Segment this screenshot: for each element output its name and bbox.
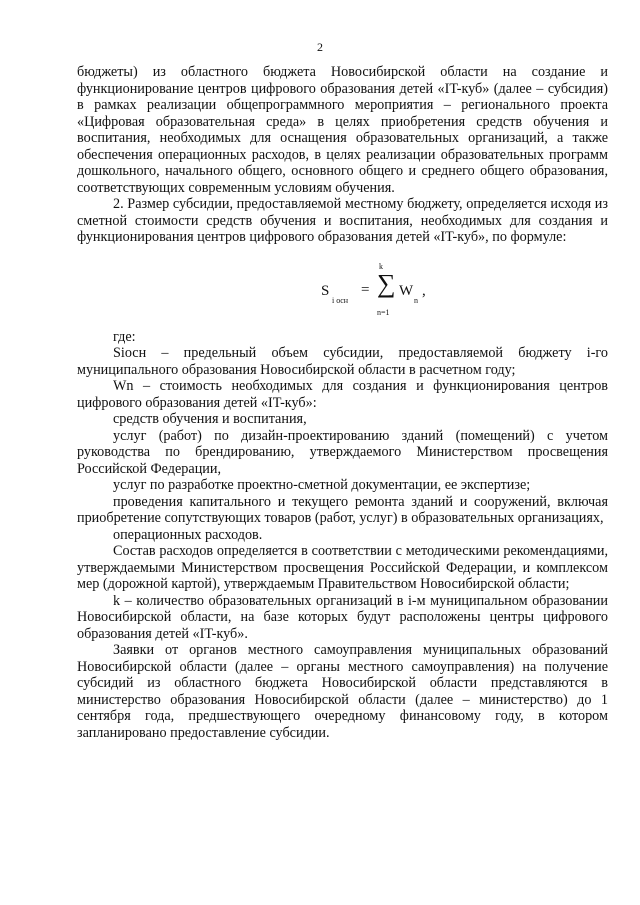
formula-sigma: ∑ [377, 268, 396, 298]
paragraph: услуг (работ) по дизайн-проектированию зданий (помещений) с учетом руководства по брендированию, утверждаемого Министерством просвещения Российской Федерации, [77, 427, 608, 477]
paragraph: Состав расходов определяется в соответствии с методическими рекомендациями, утверждаемыми Министерством просвещения Российской Федерации, и комплексом мер (дорожной картой), утверждаемым Правительством Новосибирской области; [77, 543, 608, 592]
formula-comma: , [422, 282, 426, 299]
paragraph: средств обучения и воспитания, [113, 411, 307, 427]
paragraph: Заявки от органов местного самоуправления муниципальных образований Новосибирской области (далее – органы местного самоуправления) на получение субсидий из областного бюджета Новосибирской области представляются в министерство образования Новосибирской области (далее – министерство) до 1 сентября года, предшествующего очередному финансовому году, в котором запланировано предоставление субсидии. [77, 642, 608, 741]
paragraph: Siосн – предельный объем субсидии, предоставляемой бюджету i-го муниципального образования Новосибирской области в расчетном году; [77, 345, 608, 378]
paragraphs-bottom [77, 329, 608, 742]
formula-equals: = [361, 281, 370, 298]
paragraphs-top [77, 64, 608, 246]
paragraph: операционных расходов. [113, 526, 263, 543]
document-body [77, 64, 608, 741]
paragraph: бюджеты) из областного бюджета Новосибирской области на создание и функционирование центров цифрового образования детей «IT-куб» (далее – субсидия) в рамках реализации общепрограммного мероприятия – регионального проекта «Цифровая образовательная среда» в целях приобретения средств обучения и воспитания, необходимых для оснащения образовательных организаций, а также обеспечения операционных расходов, в целях реализации образовательных программ дошкольного, начального общего, основного общего и среднего общего образования, соответствующих современным условиям обучения. [77, 64, 608, 196]
paragraph: услуг по разработке проектно-сметной документации, ее экспертизе; [113, 477, 531, 493]
paragraph: 2. Размер субсидии, предоставляемой местному бюджету, определяется исходя из сметной стоимости средств обучения и воспитания, необходимых для создания и функционирования центров цифрового образования детей «IT-куб», по формуле: [77, 196, 608, 245]
paragraph: Wn – стоимость необходимых для создания и функционирования центров цифрового образования детей «IT-куб»: [77, 378, 608, 411]
paragraph: проведения капитального и текущего ремонта зданий и сооружений, включая приобретение сопутствующих товаров (работ, услуг) в образовательных организациях, [77, 493, 608, 526]
page-number: 2 [317, 40, 323, 54]
formula-s-subscript: i оcн [332, 295, 349, 305]
subsidy-formula [77, 249, 608, 321]
formula-w-subscript: n [414, 295, 418, 305]
paragraph: где: [113, 328, 136, 345]
formula-s: S [321, 282, 330, 299]
formula-w: W [399, 282, 414, 299]
formula-lower-limit: n=1 [377, 307, 390, 317]
formula-upper-limit: k [379, 261, 383, 271]
paragraph: k – количество образовательных организаций в i-м муниципальном образовании Новосибирской области, на базе которых будут расположены центры цифрового образования детей «IT-куб». [77, 592, 608, 642]
